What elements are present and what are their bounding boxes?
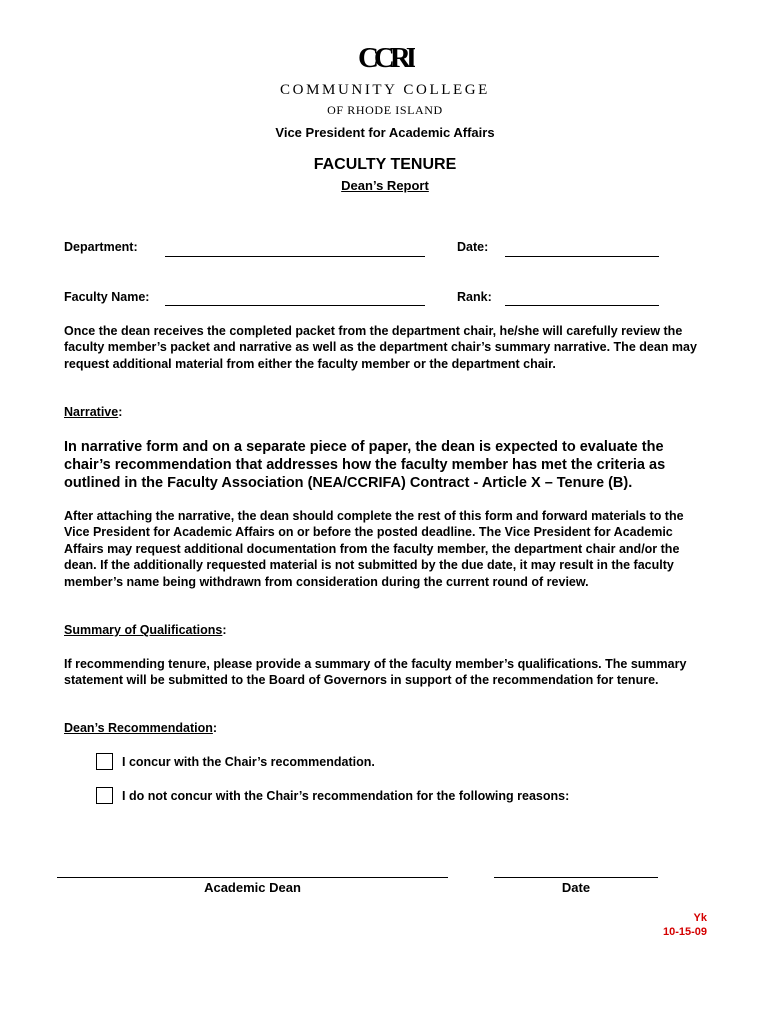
signature-date-label: Date	[561, 880, 591, 895]
dean-signature-label: Academic Dean	[204, 880, 301, 895]
page-subtitle: Dean’s Report	[341, 178, 429, 193]
recommendation-heading	[64, 721, 217, 735]
summary-heading-colon: :	[222, 623, 227, 637]
rank-label: Rank:	[457, 290, 492, 304]
footer-initials: Yk	[693, 912, 707, 924]
summary-text: If recommending tenure, please provide a summary of the faculty member’s qualifications. The summary statement will be submitted to the Board of Governors in support of the recommendation for tenure.	[64, 657, 687, 688]
not-concur-label: I do not concur with the Chair’s recommendation for the following reasons:	[122, 789, 570, 803]
narrative-instruction: In narrative form and on a separate piece of paper, the dean is expected to evaluate the chair’s recommendation that addresses how the faculty member has met the criteria as outlined in the Faculty Association (NEA/CCRIFA) Contract - Article X – Tenure (B).	[64, 439, 666, 491]
page-title: FACULTY TENURE	[313, 156, 457, 173]
concur-label: I concur with the Chair’s recommendation.	[122, 755, 375, 769]
footer-revision-date: 10-15-09	[662, 926, 707, 938]
concur-checkbox[interactable]	[96, 753, 113, 770]
signature-date-line[interactable]	[494, 877, 658, 878]
narrative-heading	[64, 405, 122, 419]
recommendation-heading-colon: :	[212, 721, 218, 735]
ccri-logo	[355, 36, 415, 74]
narrative-heading-colon: :	[118, 405, 123, 419]
narrative-after: After attaching the narrative, the dean should complete the rest of this form and forward materials to the Vice President for Academic Affairs on or before the posted deadline. The Vice President for Academic Affairs may request additional documentation from the faculty member, the department chair and/or the dean. If the additionally requested material is not submitted by the due date, it may result in the faculty member’s name being withdrawn from consideration during the current round of review.	[64, 509, 684, 589]
narrative-heading-text: Narrative	[64, 405, 119, 419]
summary-heading-text: Summary of Qualifications	[64, 623, 223, 637]
faculty-name-label: Faculty Name:	[64, 290, 150, 304]
summary-heading	[64, 623, 227, 637]
college-name: COMMUNITY COLLEGE	[280, 82, 490, 98]
faculty-name-field[interactable]	[165, 305, 425, 306]
intro-paragraph: Once the dean receives the completed packet from the department chair, he/she will carefully review the faculty member’s packet and narrative as well as the department chair’s summary narrative. The dean may request additional material from either the faculty member or the department chair.	[64, 324, 697, 371]
office-title: Vice President for Academic Affairs	[275, 125, 495, 140]
date-label: Date:	[457, 240, 489, 254]
ccri-logo-mark: CCRI	[357, 42, 413, 74]
rank-field[interactable]	[505, 305, 659, 306]
dean-signature-line[interactable]	[57, 877, 448, 878]
not-concur-checkbox[interactable]	[96, 787, 113, 804]
college-subtitle: OF RHODE ISLAND	[327, 103, 443, 117]
date-field[interactable]	[505, 256, 659, 257]
recommendation-heading-text: Dean’s Recommendation	[64, 721, 213, 735]
department-field[interactable]	[165, 256, 425, 257]
department-label: Department:	[64, 240, 138, 254]
